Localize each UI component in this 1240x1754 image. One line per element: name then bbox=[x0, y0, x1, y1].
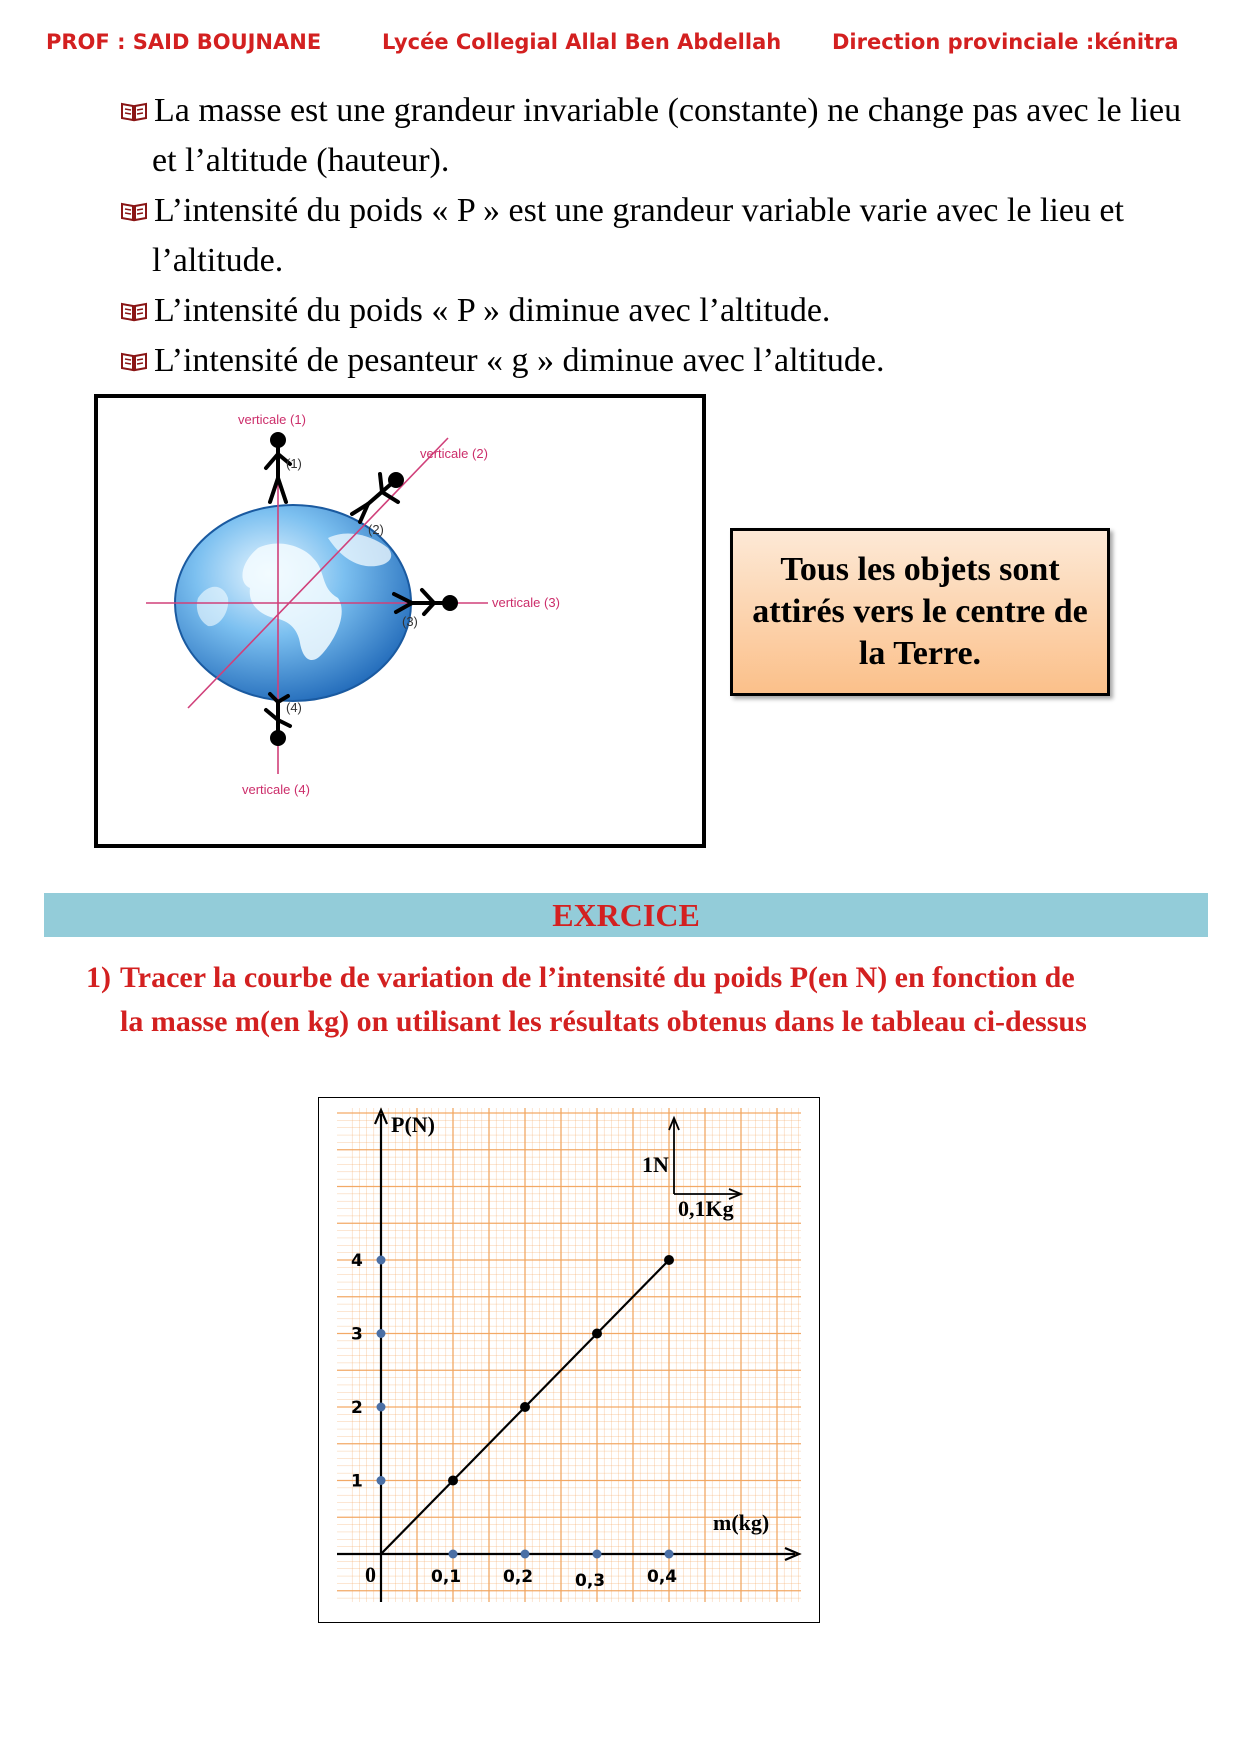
bullet-text: La masse est une grandeur invariable (constante) ne change pas avec le lieu et l’altitude (hauteur). bbox=[152, 92, 1182, 179]
vertical-label-2: verticale (2) bbox=[420, 446, 488, 461]
exercise-title-bar bbox=[44, 893, 1208, 937]
figure-number-2: (2) bbox=[368, 522, 384, 537]
y-tick-label: 3 bbox=[351, 1324, 363, 1345]
y-tick-label: 4 bbox=[351, 1251, 363, 1271]
list-item bbox=[120, 286, 1210, 336]
figure-number-3: (3) bbox=[402, 614, 418, 629]
vertical-label-1: verticale (1) bbox=[238, 412, 306, 427]
y-tick-dot bbox=[377, 1403, 386, 1412]
vertical-label-4: verticale (4) bbox=[242, 782, 310, 797]
weight-mass-chart bbox=[319, 1098, 818, 1621]
x-tick-dot bbox=[521, 1550, 530, 1559]
y-tick-dot bbox=[377, 1329, 386, 1338]
open-book-icon bbox=[120, 349, 148, 373]
earth-verticals-figure bbox=[94, 394, 706, 848]
graph-box bbox=[318, 1097, 820, 1623]
question-text-2: la masse m(en kg) on utilisant les résultats obtenus dans le tableau ci-dessus bbox=[120, 1005, 1087, 1038]
open-book-icon bbox=[120, 299, 148, 323]
data-point bbox=[664, 1255, 674, 1265]
y-axis-label: P(N) bbox=[391, 1112, 435, 1137]
list-item bbox=[120, 86, 1210, 186]
scale-x-label: 0,1Kg bbox=[678, 1196, 734, 1221]
exercise-question bbox=[86, 956, 1196, 1044]
question-line-2 bbox=[86, 1000, 1196, 1044]
header-direction: Direction provinciale :kénitra bbox=[832, 30, 1179, 54]
y-tick-label: 1 bbox=[351, 1471, 363, 1492]
question-text-1: Tracer la courbe de variation de l’intensité du poids P(en N) en fonction de bbox=[120, 961, 1075, 994]
x-tick-dot bbox=[665, 1550, 674, 1559]
question-number: 1) bbox=[86, 961, 111, 994]
x-tick-dot bbox=[449, 1550, 458, 1559]
bullet-text: L’intensité du poids « P » est une grandeur variable varie avec le lieu et l’altitude. bbox=[152, 192, 1124, 279]
x-tick-label: 0,1 bbox=[431, 1567, 462, 1587]
x-axis-label: m(kg) bbox=[713, 1510, 770, 1535]
origin-label: 0 bbox=[365, 1562, 376, 1587]
list-item bbox=[120, 186, 1210, 286]
bullet-text: L’intensité du poids « P » diminue avec l’altitude. bbox=[154, 292, 831, 329]
figure-number-1: (1) bbox=[286, 456, 302, 471]
data-point bbox=[448, 1476, 458, 1486]
data-point bbox=[592, 1329, 602, 1339]
property-list bbox=[120, 86, 1210, 386]
y-tick-dot bbox=[377, 1476, 386, 1485]
callout-text: Tous les objets sont attirés vers le centre de la Terre. bbox=[752, 551, 1088, 672]
x-tick-label: 0,4 bbox=[647, 1567, 678, 1587]
x-tick-label: 0,3 bbox=[575, 1571, 606, 1591]
callout-box bbox=[730, 528, 1110, 696]
scale-y-label: 1N bbox=[642, 1152, 669, 1177]
y-tick-label: 2 bbox=[351, 1398, 363, 1418]
bullet-text: L’intensité de pesanteur « g » diminue avec l’altitude. bbox=[154, 342, 885, 379]
header-author: PROF : SAID BOUJNANE bbox=[46, 30, 322, 54]
data-point bbox=[520, 1402, 530, 1412]
stick-figure-2 bbox=[352, 474, 402, 522]
vertical-label-3: verticale (3) bbox=[492, 595, 560, 610]
header-school: Lycée Collegial Allal Ben Abdellah bbox=[382, 30, 782, 54]
open-book-icon bbox=[120, 99, 148, 123]
earth-verticals-svg bbox=[98, 398, 702, 844]
exercise-title: EXRCICE bbox=[552, 896, 700, 933]
list-item bbox=[120, 336, 1210, 386]
open-book-icon bbox=[120, 199, 148, 223]
y-tick-dot bbox=[377, 1256, 386, 1265]
x-tick-dot bbox=[593, 1550, 602, 1559]
question-line-1 bbox=[86, 956, 1196, 1000]
figure-number-4: (4) bbox=[286, 700, 302, 715]
x-tick-label: 0,2 bbox=[503, 1567, 534, 1587]
